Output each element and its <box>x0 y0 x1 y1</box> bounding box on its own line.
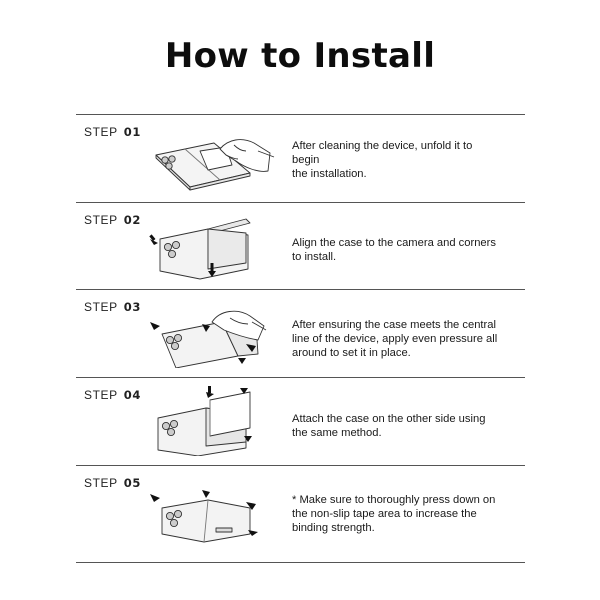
step-word: STEP <box>84 300 118 314</box>
step-01 <box>76 115 525 201</box>
step-05 <box>76 466 525 552</box>
device-cleaning-illustration <box>146 121 281 193</box>
attach-other-side-illustration <box>146 384 281 456</box>
step-word: STEP <box>84 476 118 490</box>
step-description: Align the case to the camera and corners to install. <box>292 237 496 263</box>
step-label <box>84 213 141 227</box>
step-label <box>84 300 141 314</box>
step-number: 02 <box>123 213 141 227</box>
step-description: * Make sure to thoroughly press down on the non-slip tape area to increase the binding strength. <box>292 494 496 534</box>
step-02 <box>76 203 525 289</box>
step-03 <box>76 290 525 376</box>
case-alignment-illustration <box>146 209 281 281</box>
step-label <box>84 476 141 490</box>
step-number: 01 <box>123 125 141 139</box>
step-word: STEP <box>84 125 118 139</box>
step-description: Attach the case on the other side using the same method. <box>292 413 486 439</box>
step-description: After cleaning the device, unfold it to begin the installation. <box>292 140 473 180</box>
step-04 <box>76 378 525 464</box>
step-label <box>84 388 141 402</box>
page-title: How to Install <box>164 36 436 76</box>
step-number: 03 <box>123 300 141 314</box>
step-word: STEP <box>84 388 118 402</box>
divider <box>76 562 525 563</box>
step-number: 04 <box>123 388 141 402</box>
step-number: 05 <box>123 476 141 490</box>
step-label <box>84 125 141 139</box>
press-case-illustration <box>146 296 281 368</box>
step-word: STEP <box>84 213 118 227</box>
press-tape-illustration <box>146 472 281 544</box>
step-description: After ensuring the case meets the central line of the device, apply even pressure all around to set it in place. <box>292 319 498 359</box>
